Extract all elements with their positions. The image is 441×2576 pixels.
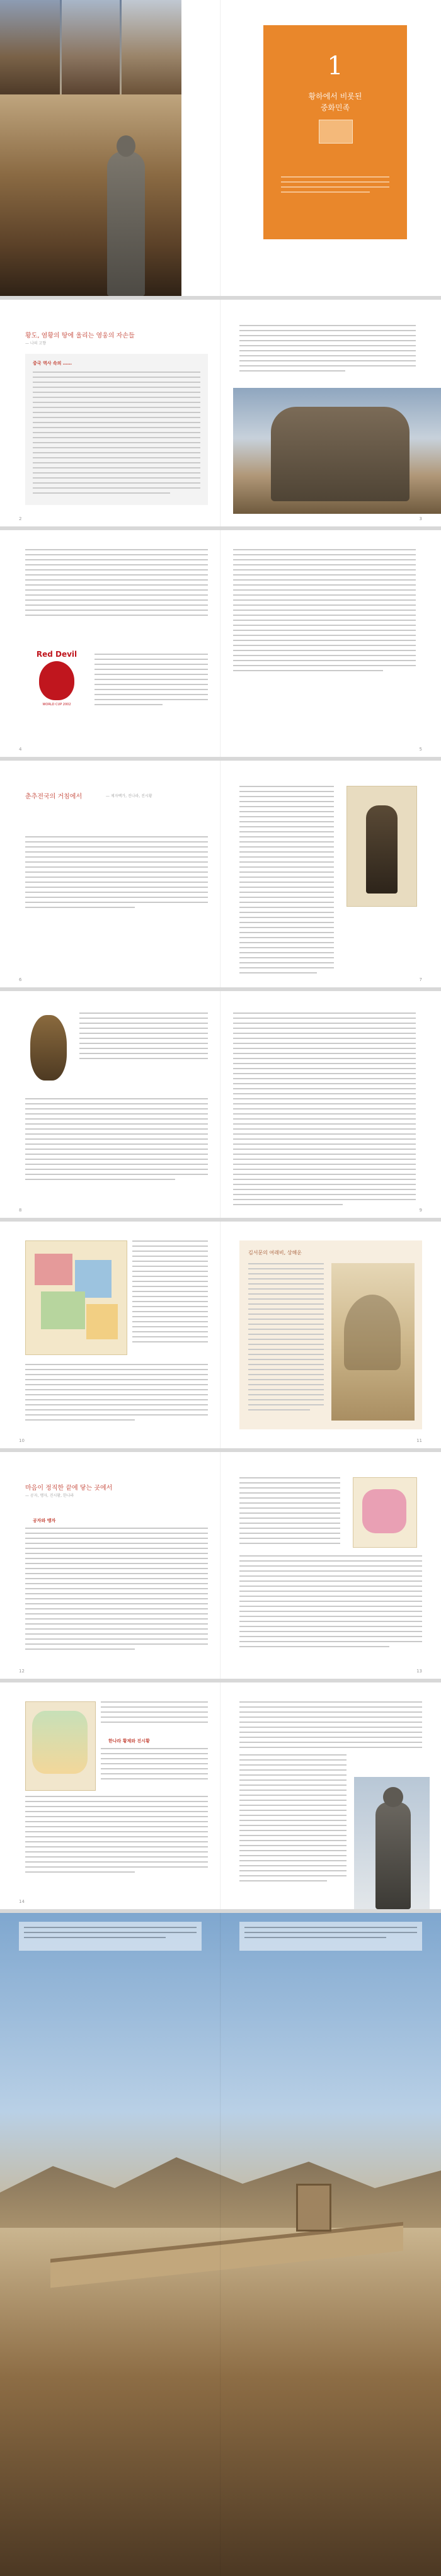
- body-text-left-2: [94, 654, 208, 709]
- s5-subtitle: — 공자, 맹자, 진시황, 한나라: [25, 1494, 74, 1498]
- emperor-portrait-painting: [346, 786, 417, 907]
- body-text-s6-left-3: [25, 1796, 208, 1876]
- photo-tile-1: [0, 0, 60, 94]
- body-text-s3-left: [79, 1013, 208, 1063]
- warring-states-map: [25, 1240, 127, 1355]
- page-num-11: 11: [416, 1438, 422, 1443]
- dynasty-map: [353, 1477, 417, 1548]
- caption-box: [19, 1922, 202, 1951]
- body-text-right: [239, 325, 416, 375]
- chapter-panel: [263, 25, 407, 239]
- side-story-box: [239, 1240, 422, 1429]
- gutter-7: [220, 1452, 221, 1679]
- info-box: [25, 354, 208, 505]
- spread-8: [0, 1682, 441, 1909]
- body-text-s6-left: [101, 1701, 208, 1727]
- page-num-3: 3: [419, 516, 422, 521]
- red-devil-text: Red Devil: [36, 650, 77, 659]
- gutter-5: [220, 991, 221, 1218]
- caption-text-left: [24, 1927, 197, 1942]
- body-text-left: [25, 549, 208, 620]
- gutter-9: [220, 1913, 221, 2576]
- body-text-s6-right: [239, 1701, 422, 1752]
- s1-title: 황도, 염황의 땅에 울리는 영웅의 자손들: [25, 332, 135, 339]
- gutter-6: [220, 1222, 221, 1448]
- spread-7: [0, 1452, 441, 1679]
- gutter: [220, 0, 221, 296]
- spread-2: [0, 300, 441, 526]
- spread-3: [0, 530, 441, 757]
- body-text-s2-right: [239, 786, 334, 977]
- collage-photo: [0, 0, 181, 296]
- page-num-5: 5: [419, 747, 422, 752]
- page-num-10: 10: [19, 1438, 25, 1443]
- caption-text-right: [244, 1927, 417, 1942]
- page-num-14: 14: [19, 1899, 25, 1904]
- gutter-2: [220, 300, 221, 526]
- s2-subtitle: — 제자백가, 진나라, 진시황: [106, 794, 152, 798]
- spread-1: [0, 0, 441, 296]
- body-text-s4-left: [132, 1240, 208, 1346]
- s5-title: 마음이 정직한 끝에 닿는 곳에서: [25, 1485, 113, 1492]
- body-text-s4-left-2: [25, 1364, 208, 1424]
- body-text-s3-left-2: [25, 1098, 208, 1184]
- body-text-s2: [25, 836, 208, 912]
- emperor-statue-photo: [354, 1777, 430, 1909]
- s5-box-head: 공자와 맹자: [33, 1518, 56, 1523]
- ancient-china-map: [25, 1701, 96, 1791]
- page-num-6: 6: [19, 977, 22, 982]
- spread-9: [0, 1913, 441, 2576]
- body-text-s5-right-2: [239, 1555, 422, 1651]
- photo-tile-2: [62, 0, 120, 94]
- caption-box-right: [239, 1922, 422, 1951]
- body-text-right-2: [233, 549, 416, 675]
- gutter-4: [220, 761, 221, 987]
- page-num-4: 4: [19, 747, 22, 752]
- s6-box-head: 한나라 황제와 진시황: [108, 1739, 150, 1744]
- body-text-s6-right-2: [239, 1754, 346, 1885]
- chapter-title-1: 황하에서 비롯된: [308, 92, 362, 101]
- great-wall-path: [50, 2222, 403, 2288]
- landscape-scroll-painting: [331, 1263, 415, 1421]
- s2-title: 춘추전국의 거침에서: [25, 793, 83, 800]
- bronze-mask-photo: [25, 1013, 72, 1088]
- body-text-s5-left: [25, 1528, 208, 1654]
- page-num-13: 13: [416, 1669, 422, 1674]
- body-text-s3-right: [233, 1013, 416, 1209]
- spread-6: [0, 1222, 441, 1448]
- red-devil-logo: [25, 650, 88, 713]
- body-text-s6-left-2: [101, 1748, 208, 1783]
- page-num-12: 12: [19, 1669, 25, 1674]
- photo-tile-3: [122, 0, 181, 94]
- chapter-number: 1: [327, 52, 343, 81]
- side-story-text: [248, 1263, 324, 1414]
- gutter-8: [220, 1682, 221, 1909]
- page-num-2: 2: [19, 516, 22, 521]
- info-box-head: 중국 역사 속의 ……: [33, 361, 72, 366]
- spread-5: [0, 991, 441, 1218]
- side-story-title: 김서문의 여래비, 상해운: [248, 1250, 302, 1256]
- s1-subtitle: — 나의 고향: [25, 341, 46, 346]
- chapter-intro-text: [281, 176, 389, 196]
- chapter-title-2: 중화민족: [320, 103, 350, 112]
- yellow-emperor-statue-photo: [233, 388, 441, 514]
- page-num-7: 7: [419, 977, 422, 982]
- statue-figure: [107, 151, 145, 296]
- page-num-9: 9: [419, 1208, 422, 1213]
- devil-face-icon: [39, 661, 74, 700]
- page-num-8: 8: [19, 1208, 22, 1213]
- chapter-emblem: [319, 120, 353, 144]
- spread-4: [0, 761, 441, 987]
- gutter-3: [220, 530, 221, 757]
- info-box-text: [33, 372, 200, 497]
- red-devil-sub: WORLD CUP 2002: [42, 703, 71, 706]
- body-text-s5-right: [239, 1477, 340, 1548]
